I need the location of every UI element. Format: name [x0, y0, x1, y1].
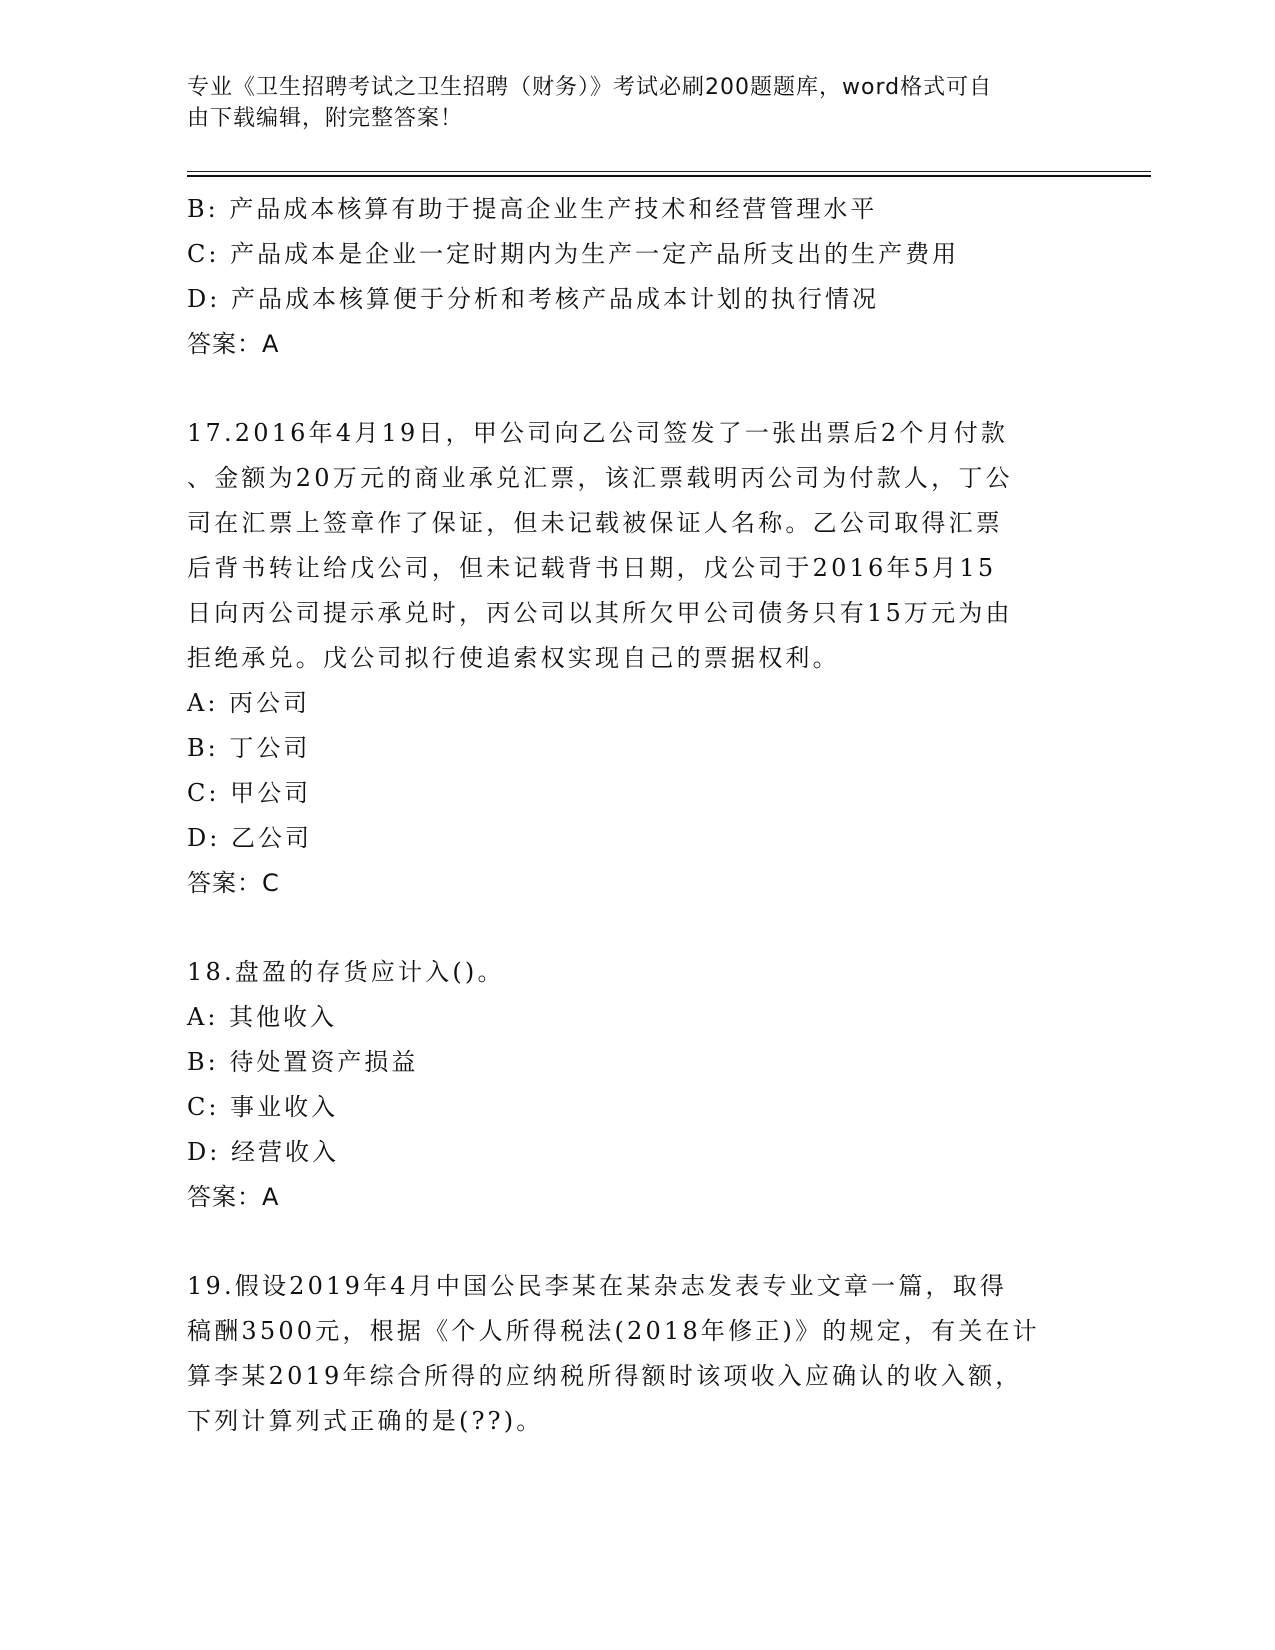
- option-c: C: 事业收入: [187, 1093, 339, 1121]
- question-stem: [187, 1264, 1087, 1444]
- question-16-remainder: [187, 187, 1087, 367]
- option-d: D: 乙公司: [187, 824, 312, 852]
- spacer: [187, 367, 1087, 411]
- stem-line: 18.盘盈的存货应计入()。: [187, 958, 505, 986]
- header-title-line-2: 由下载编辑，附完整答案！: [187, 106, 464, 131]
- option-a: A: 丙公司: [187, 689, 311, 717]
- option-a: A: 其他收入: [187, 1003, 338, 1031]
- document-body: [187, 187, 1087, 1444]
- answer-line: 答案：A: [187, 1183, 280, 1211]
- stem-line: 后背书转让给戊公司，但未记载背书日期，戊公司于2016年5月15: [187, 554, 997, 582]
- spacer: [187, 906, 1087, 950]
- answer-line: 答案：A: [187, 330, 280, 358]
- option-d: D: 产品成本核算便于分析和考核产品成本计划的执行情况: [187, 285, 879, 313]
- stem-line: 算李某2019年综合所得的应纳税所得额时该项收入应确认的收入额，: [187, 1362, 1023, 1390]
- header-divider-thick: [187, 175, 1151, 177]
- question-stem: [187, 411, 1087, 681]
- stem-line: 17.2016年4月19日，甲公司向乙公司签发了一张出票后2个月付款: [187, 419, 1009, 447]
- question-stem: [187, 950, 1087, 995]
- option-b: B: 丁公司: [187, 734, 311, 762]
- stem-line: 稿酬3500元，根据《个人所得税法(2018年修正)》的规定，有关在计: [187, 1317, 1040, 1345]
- stem-line: 下列计算列式正确的是(??)。: [187, 1407, 544, 1435]
- option-b: B: 产品成本核算有助于提高企业生产技术和经营管理水平: [187, 195, 878, 223]
- document-header: [187, 72, 1067, 134]
- answer-line: 答案：C: [187, 869, 280, 897]
- question-17: [187, 411, 1087, 906]
- option-c: C: 产品成本是企业一定时期内为生产一定产品所支出的生产费用: [187, 240, 960, 268]
- option-d: D: 经营收入: [187, 1138, 339, 1166]
- stem-line: 日向丙公司提示承兑时，丙公司以其所欠甲公司债务只有15万元为由: [187, 599, 1013, 627]
- stem-line: 19.假设2019年4月中国公民李某在某杂志发表专业文章一篇，取得: [187, 1272, 1008, 1300]
- header-title-line-1: 专业《卫生招聘考试之卫生招聘（财务）》考试必刷200题题库，word格式可自: [187, 75, 993, 100]
- stem-line: 司在汇票上签章作了保证，但未记载被保证人名称。乙公司取得汇票: [187, 509, 1003, 537]
- spacer: [187, 1220, 1087, 1264]
- stem-line: 拒绝承兑。戊公司拟行使追索权实现自己的票据权利。: [187, 644, 840, 672]
- option-c: C: 甲公司: [187, 779, 312, 807]
- question-18: [187, 950, 1087, 1220]
- question-19: [187, 1264, 1087, 1444]
- stem-line: 、金额为20万元的商业承兑汇票，该汇票载明丙公司为付款人，丁公: [187, 464, 1013, 492]
- option-b: B: 待处置资产损益: [187, 1048, 419, 1076]
- header-divider-thin: [187, 171, 1151, 172]
